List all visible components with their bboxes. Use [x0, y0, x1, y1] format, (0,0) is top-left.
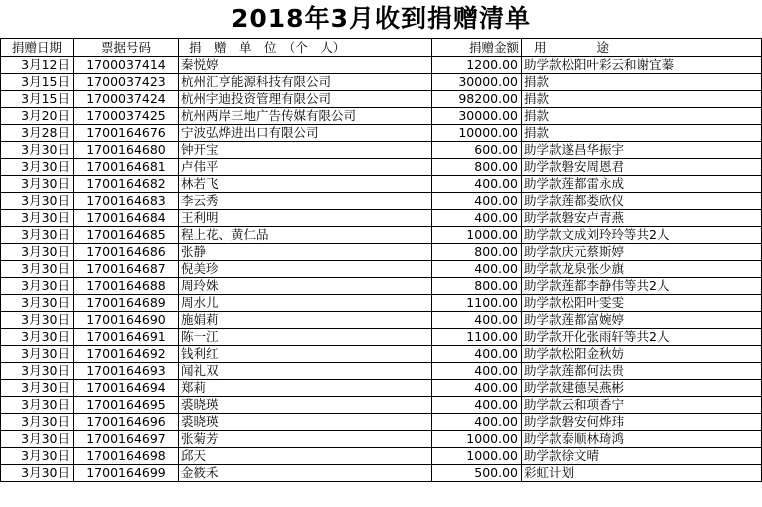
- date-cell[interactable]: 3月30日: [1, 176, 74, 193]
- table-row: [1, 91, 762, 108]
- amount-cell[interactable]: 800.00: [432, 244, 522, 261]
- donor-cell[interactable]: 林若飞: [179, 176, 432, 193]
- purpose-cell[interactable]: 助学款遂昌华振宇: [522, 142, 762, 159]
- amount-cell[interactable]: 1000.00: [432, 227, 522, 244]
- amount-cell[interactable]: 500.00: [432, 465, 522, 482]
- purpose-cell[interactable]: 助学款松阳叶雯雯: [522, 295, 762, 312]
- amount-cell[interactable]: 400.00: [432, 380, 522, 397]
- number-cell[interactable]: 1700164682: [74, 176, 179, 193]
- date-cell[interactable]: 3月28日: [1, 125, 74, 142]
- purpose-cell[interactable]: 助学款开化张雨轩等共2人: [522, 329, 762, 346]
- purpose-cell[interactable]: 助学款龙泉张少旗: [522, 261, 762, 278]
- number-cell[interactable]: 1700164692: [74, 346, 179, 363]
- amount-cell[interactable]: 400.00: [432, 346, 522, 363]
- table-row: [1, 346, 762, 363]
- purpose-cell[interactable]: 助学款磐安周恩君: [522, 159, 762, 176]
- number-cell[interactable]: 1700164695: [74, 397, 179, 414]
- table-row: [1, 74, 762, 91]
- amount-cell[interactable]: 400.00: [432, 193, 522, 210]
- donor-cell[interactable]: 杭州汇亨能源科技有限公司: [179, 74, 432, 91]
- purpose-cell[interactable]: 捐款: [522, 91, 762, 108]
- table-row: [1, 210, 762, 227]
- table-row: [1, 329, 762, 346]
- amount-cell[interactable]: 400.00: [432, 261, 522, 278]
- amount-cell[interactable]: 800.00: [432, 278, 522, 295]
- number-cell[interactable]: 1700164676: [74, 125, 179, 142]
- date-cell[interactable]: 3月30日: [1, 227, 74, 244]
- date-cell[interactable]: 3月30日: [1, 431, 74, 448]
- number-cell[interactable]: 1700164684: [74, 210, 179, 227]
- purpose-cell[interactable]: 助学款磐安卢青燕: [522, 210, 762, 227]
- purpose-cell[interactable]: 助学款泰顺林琦鸿: [522, 431, 762, 448]
- amount-cell[interactable]: 10000.00: [432, 125, 522, 142]
- donor-cell[interactable]: 倪美珍: [179, 261, 432, 278]
- number-cell[interactable]: 1700164685: [74, 227, 179, 244]
- purpose-cell[interactable]: 助学款莲都李静伟等共2人: [522, 278, 762, 295]
- date-cell[interactable]: 3月30日: [1, 295, 74, 312]
- purpose-cell[interactable]: 助学款莲都何法贵: [522, 363, 762, 380]
- donor-cell[interactable]: 裘晓瑛: [179, 414, 432, 431]
- number-cell[interactable]: 1700037414: [74, 57, 179, 74]
- date-cell[interactable]: 3月30日: [1, 346, 74, 363]
- table-row: [1, 397, 762, 414]
- table-row: [1, 159, 762, 176]
- date-cell[interactable]: 3月30日: [1, 210, 74, 227]
- donor-cell[interactable]: 王利明: [179, 210, 432, 227]
- donor-cell[interactable]: 张静: [179, 244, 432, 261]
- donor-cell[interactable]: 杭州宇迪投资管理有限公司: [179, 91, 432, 108]
- number-cell[interactable]: 1700164694: [74, 380, 179, 397]
- purpose-cell[interactable]: 助学款磐安何烨玮: [522, 414, 762, 431]
- amount-cell[interactable]: 400.00: [432, 312, 522, 329]
- donor-cell[interactable]: 程上花、黄仁品: [179, 227, 432, 244]
- donor-cell[interactable]: 邱天: [179, 448, 432, 465]
- purpose-cell[interactable]: 捐款: [522, 125, 762, 142]
- table-row: [1, 125, 762, 142]
- purpose-cell[interactable]: 助学款松阳叶彩云和谢宜蓁: [522, 57, 762, 74]
- table-row: [1, 312, 762, 329]
- date-cell[interactable]: 3月15日: [1, 74, 74, 91]
- number-cell[interactable]: 1700164687: [74, 261, 179, 278]
- number-cell[interactable]: 1700164686: [74, 244, 179, 261]
- amount-cell[interactable]: 98200.00: [432, 91, 522, 108]
- purpose-cell[interactable]: 助学款松阳金秋妨: [522, 346, 762, 363]
- date-cell[interactable]: 3月30日: [1, 193, 74, 210]
- donor-cell[interactable]: 闻礼双: [179, 363, 432, 380]
- number-cell[interactable]: 1700164693: [74, 363, 179, 380]
- table-row: [1, 295, 762, 312]
- date-cell[interactable]: 3月20日: [1, 108, 74, 125]
- header-row: [1, 39, 762, 57]
- donor-cell[interactable]: 宁波弘烨进出口有限公司: [179, 125, 432, 142]
- number-cell[interactable]: 1700164689: [74, 295, 179, 312]
- date-cell[interactable]: 3月30日: [1, 380, 74, 397]
- donor-cell[interactable]: 钱利红: [179, 346, 432, 363]
- header-date[interactable]: 捐赠日期: [1, 39, 74, 57]
- date-cell[interactable]: 3月30日: [1, 312, 74, 329]
- header-unit[interactable]: 捐 赠 单 位 （个 人）: [179, 39, 432, 57]
- amount-cell[interactable]: 1000.00: [432, 431, 522, 448]
- amount-cell[interactable]: 1100.00: [432, 295, 522, 312]
- purpose-cell[interactable]: 捐款: [522, 108, 762, 125]
- number-cell[interactable]: 1700164697: [74, 431, 179, 448]
- amount-cell[interactable]: 800.00: [432, 159, 522, 176]
- donor-cell[interactable]: 钟开宝: [179, 142, 432, 159]
- amount-cell[interactable]: 30000.00: [432, 74, 522, 91]
- amount-cell[interactable]: 30000.00: [432, 108, 522, 125]
- table-row: [1, 278, 762, 295]
- number-cell[interactable]: 1700037425: [74, 108, 179, 125]
- table-row: [1, 142, 762, 159]
- donor-cell[interactable]: 张菊芳: [179, 431, 432, 448]
- table-row: [1, 363, 762, 380]
- table-row: [1, 108, 762, 125]
- number-cell[interactable]: 1700164698: [74, 448, 179, 465]
- donor-cell[interactable]: 杭州两岸三地广告传媒有限公司: [179, 108, 432, 125]
- header-amount[interactable]: 捐赠金额: [432, 39, 522, 57]
- table-row: [1, 176, 762, 193]
- table-row: [1, 448, 762, 465]
- donor-cell[interactable]: 周水儿: [179, 295, 432, 312]
- date-cell[interactable]: 3月30日: [1, 363, 74, 380]
- date-cell[interactable]: 3月30日: [1, 465, 74, 482]
- purpose-cell[interactable]: 助学款云和项香宁: [522, 397, 762, 414]
- amount-cell[interactable]: 400.00: [432, 414, 522, 431]
- date-cell[interactable]: 3月30日: [1, 261, 74, 278]
- purpose-cell[interactable]: 助学款建德吴燕彬: [522, 380, 762, 397]
- amount-cell[interactable]: 1200.00: [432, 57, 522, 74]
- number-cell[interactable]: 1700164683: [74, 193, 179, 210]
- donor-cell[interactable]: 卢伟平: [179, 159, 432, 176]
- purpose-cell[interactable]: 助学款文成刘玲玲等共2人: [522, 227, 762, 244]
- donor-cell[interactable]: 金筱禾: [179, 465, 432, 482]
- table-row: [1, 414, 762, 431]
- donor-cell[interactable]: 李云秀: [179, 193, 432, 210]
- purpose-cell[interactable]: 助学款庆元蔡斯婷: [522, 244, 762, 261]
- purpose-cell[interactable]: 助学款莲都雷永成: [522, 176, 762, 193]
- date-cell[interactable]: 3月30日: [1, 329, 74, 346]
- amount-cell[interactable]: 1100.00: [432, 329, 522, 346]
- table-row: [1, 261, 762, 278]
- donor-cell[interactable]: 裘晓瑛: [179, 397, 432, 414]
- donor-cell[interactable]: 周玲姝: [179, 278, 432, 295]
- purpose-cell[interactable]: 彩虹计划: [522, 465, 762, 482]
- donation-table: [0, 38, 762, 482]
- donor-cell[interactable]: 施娟莉: [179, 312, 432, 329]
- amount-cell[interactable]: 400.00: [432, 210, 522, 227]
- table-row: [1, 227, 762, 244]
- purpose-cell[interactable]: 捐款: [522, 74, 762, 91]
- donor-cell[interactable]: 郑莉: [179, 380, 432, 397]
- number-cell[interactable]: 1700164681: [74, 159, 179, 176]
- table-row: [1, 465, 762, 482]
- table-row: [1, 193, 762, 210]
- date-cell[interactable]: 3月30日: [1, 448, 74, 465]
- date-cell[interactable]: 3月30日: [1, 278, 74, 295]
- purpose-cell[interactable]: 助学款莲都娄欣仪: [522, 193, 762, 210]
- date-cell[interactable]: 3月15日: [1, 91, 74, 108]
- amount-cell[interactable]: 1000.00: [432, 448, 522, 465]
- number-cell[interactable]: 1700037423: [74, 74, 179, 91]
- date-cell[interactable]: 3月30日: [1, 414, 74, 431]
- header-purpose[interactable]: 用 途: [522, 39, 762, 57]
- date-cell[interactable]: 3月30日: [1, 142, 74, 159]
- date-cell[interactable]: 3月30日: [1, 397, 74, 414]
- date-cell[interactable]: 3月30日: [1, 244, 74, 261]
- table-row: [1, 431, 762, 448]
- table-row: [1, 244, 762, 261]
- table-row: [1, 380, 762, 397]
- number-cell[interactable]: 1700164691: [74, 329, 179, 346]
- number-cell[interactable]: 1700164680: [74, 142, 179, 159]
- number-cell[interactable]: 1700164696: [74, 414, 179, 431]
- amount-cell[interactable]: 400.00: [432, 363, 522, 380]
- purpose-cell[interactable]: 助学款徐文晴: [522, 448, 762, 465]
- date-cell[interactable]: 3月12日: [1, 57, 74, 74]
- donor-cell[interactable]: 秦悦婷: [179, 57, 432, 74]
- number-cell[interactable]: 1700164690: [74, 312, 179, 329]
- amount-cell[interactable]: 400.00: [432, 397, 522, 414]
- number-cell[interactable]: 1700164699: [74, 465, 179, 482]
- header-number[interactable]: 票据号码: [74, 39, 179, 57]
- amount-cell[interactable]: 600.00: [432, 142, 522, 159]
- donor-cell[interactable]: 陈一江: [179, 329, 432, 346]
- table-row: [1, 57, 762, 74]
- purpose-cell[interactable]: 助学款莲都富婉婷: [522, 312, 762, 329]
- table-body: [1, 57, 762, 482]
- sheet-title: 2018年3月收到捐赠清单: [231, 4, 531, 33]
- date-cell[interactable]: 3月30日: [1, 159, 74, 176]
- number-cell[interactable]: 1700037424: [74, 91, 179, 108]
- number-cell[interactable]: 1700164688: [74, 278, 179, 295]
- amount-cell[interactable]: 400.00: [432, 176, 522, 193]
